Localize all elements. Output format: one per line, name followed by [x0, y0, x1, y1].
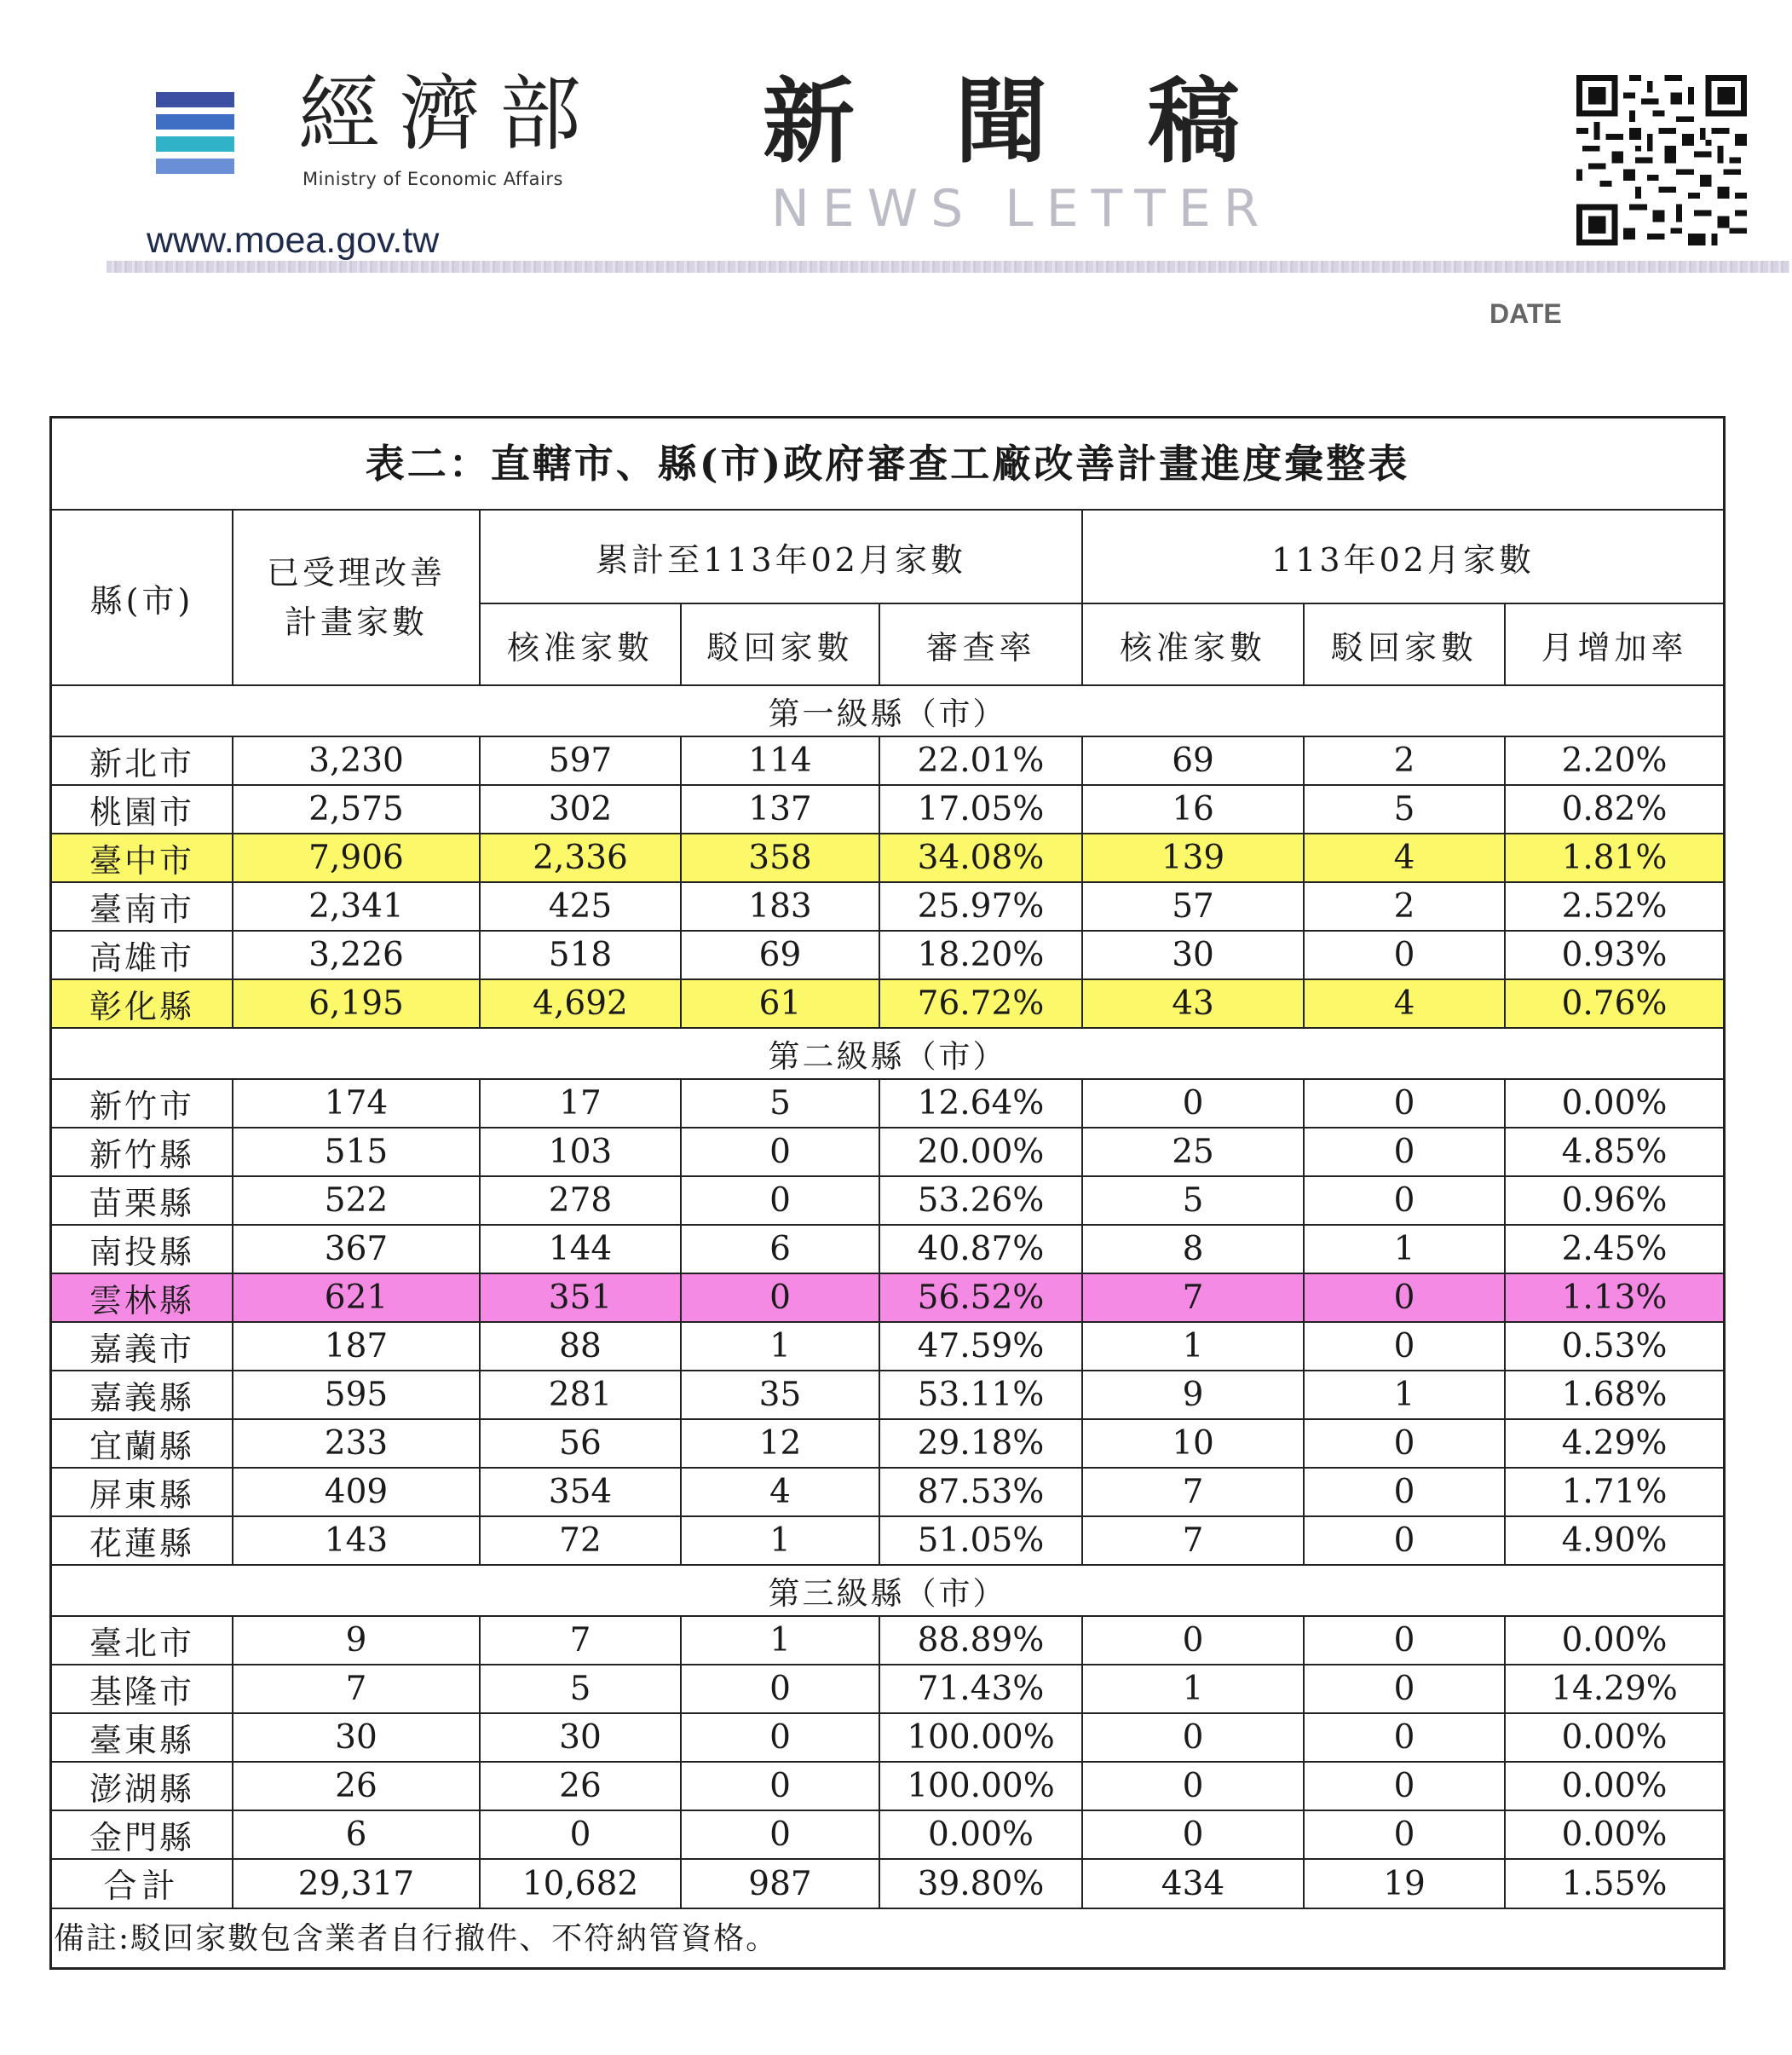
county-cell: 宜蘭縣	[52, 1419, 233, 1468]
rejected-cell: 0	[681, 1273, 879, 1322]
rejected-cell: 114	[681, 736, 879, 785]
total-monthly-increase-cell: 1.55%	[1505, 1859, 1723, 1908]
review-rate-cell: 56.52%	[879, 1273, 1082, 1322]
moea-logo-icon	[156, 92, 234, 174]
approved-cell: 144	[480, 1225, 681, 1273]
monthly-increase-cell: 14.29%	[1505, 1665, 1723, 1713]
rejected-cell: 1	[681, 1616, 879, 1665]
rejected-cell: 183	[681, 882, 879, 931]
approved-month-cell: 0	[1082, 1079, 1304, 1128]
table-row	[52, 1616, 1723, 1665]
website-link[interactable]: www.moea.gov.tw	[147, 220, 440, 261]
received-cell: 2,341	[233, 882, 480, 931]
level-header-row	[52, 685, 1723, 736]
review-rate-cell: 88.89%	[879, 1616, 1082, 1665]
total-received-cell: 29,317	[233, 1859, 480, 1908]
level-label: 第三級縣（市）	[52, 1565, 1723, 1616]
level-header-row	[52, 1028, 1723, 1079]
rejected-cell: 0	[681, 1128, 879, 1176]
table-title: 表二：直轄市、縣(市)政府審查工廠改善計畫進度彙整表	[52, 419, 1723, 511]
county-cell: 基隆市	[52, 1665, 233, 1713]
approved-month-cell: 9	[1082, 1371, 1304, 1419]
table-row	[52, 1273, 1723, 1322]
approved-month-cell: 1	[1082, 1665, 1304, 1713]
col-header-rejected: 駁回家數	[681, 603, 879, 685]
county-cell: 南投縣	[52, 1225, 233, 1273]
rejected-month-cell: 0	[1304, 1079, 1505, 1128]
rejected-cell: 0	[681, 1713, 879, 1762]
received-cell: 621	[233, 1273, 480, 1322]
col-header-monthly-increase: 月增加率	[1505, 603, 1723, 685]
county-cell: 桃園市	[52, 785, 233, 834]
rejected-cell: 1	[681, 1516, 879, 1565]
received-cell: 6,195	[233, 979, 480, 1028]
approved-cell: 72	[480, 1516, 681, 1565]
approved-cell: 17	[480, 1079, 681, 1128]
county-cell: 雲林縣	[52, 1273, 233, 1322]
approved-month-cell: 1	[1082, 1322, 1304, 1371]
progress-summary-table	[49, 416, 1726, 1970]
review-rate-cell: 71.43%	[879, 1665, 1082, 1713]
approved-month-cell: 7	[1082, 1516, 1304, 1565]
approved-month-cell: 69	[1082, 736, 1304, 785]
received-cell: 409	[233, 1468, 480, 1516]
review-rate-cell: 18.20%	[879, 931, 1082, 979]
col-header-approved-month: 核准家數	[1082, 603, 1304, 685]
rejected-cell: 1	[681, 1322, 879, 1371]
county-cell: 臺南市	[52, 882, 233, 931]
table-row	[52, 1665, 1723, 1713]
total-row	[52, 1859, 1723, 1908]
review-rate-cell: 17.05%	[879, 785, 1082, 834]
approved-month-cell: 7	[1082, 1468, 1304, 1516]
rejected-month-cell: 0	[1304, 1665, 1505, 1713]
review-rate-cell: 53.11%	[879, 1371, 1082, 1419]
rejected-month-cell: 0	[1304, 1273, 1505, 1322]
review-rate-cell: 22.01%	[879, 736, 1082, 785]
qr-code-icon	[1576, 75, 1747, 245]
review-rate-cell: 25.97%	[879, 882, 1082, 931]
review-rate-cell: 40.87%	[879, 1225, 1082, 1273]
rejected-month-cell: 0	[1304, 1468, 1505, 1516]
rejected-month-cell: 0	[1304, 1128, 1505, 1176]
approved-cell: 7	[480, 1616, 681, 1665]
review-rate-cell: 12.64%	[879, 1079, 1082, 1128]
monthly-increase-cell: 0.00%	[1505, 1810, 1723, 1859]
approved-month-cell: 30	[1082, 931, 1304, 979]
rejected-month-cell: 0	[1304, 1810, 1505, 1859]
rejected-cell: 358	[681, 834, 879, 882]
rejected-cell: 61	[681, 979, 879, 1028]
county-cell: 臺中市	[52, 834, 233, 882]
approved-cell: 56	[480, 1419, 681, 1468]
rejected-cell: 35	[681, 1371, 879, 1419]
rejected-month-cell: 0	[1304, 1176, 1505, 1225]
rejected-month-cell: 4	[1304, 979, 1505, 1028]
table-row	[52, 931, 1723, 979]
county-cell: 臺北市	[52, 1616, 233, 1665]
review-rate-cell: 87.53%	[879, 1468, 1082, 1516]
monthly-increase-cell: 2.20%	[1505, 736, 1723, 785]
rejected-month-cell: 0	[1304, 931, 1505, 979]
approved-cell: 597	[480, 736, 681, 785]
date-label: DATE	[1489, 298, 1562, 329]
approved-month-cell: 0	[1082, 1713, 1304, 1762]
monthly-increase-cell: 4.29%	[1505, 1419, 1723, 1468]
table-note: 備註:駁回家數包含業者自行撤件、不符納管資格。	[54, 1921, 779, 1956]
monthly-increase-cell: 4.85%	[1505, 1128, 1723, 1176]
received-cell: 233	[233, 1419, 480, 1468]
rejected-month-cell: 0	[1304, 1419, 1505, 1468]
table-row	[52, 979, 1723, 1028]
rejected-cell: 12	[681, 1419, 879, 1468]
approved-cell: 425	[480, 882, 681, 931]
monthly-increase-cell: 1.81%	[1505, 834, 1723, 882]
approved-month-cell: 8	[1082, 1225, 1304, 1273]
county-cell: 高雄市	[52, 931, 233, 979]
total-review-rate-cell: 39.80%	[879, 1859, 1082, 1908]
monthly-increase-cell: 1.13%	[1505, 1273, 1723, 1322]
approved-month-cell: 7	[1082, 1273, 1304, 1322]
monthly-increase-cell: 2.45%	[1505, 1225, 1723, 1273]
rejected-cell: 0	[681, 1762, 879, 1810]
total-approved-month-cell: 434	[1082, 1859, 1304, 1908]
total-rejected-cell: 987	[681, 1859, 879, 1908]
approved-month-cell: 16	[1082, 785, 1304, 834]
approved-cell: 4,692	[480, 979, 681, 1028]
review-rate-cell: 20.00%	[879, 1128, 1082, 1176]
approved-cell: 103	[480, 1128, 681, 1176]
col-header-approved: 核准家數	[480, 603, 681, 685]
county-cell: 嘉義市	[52, 1322, 233, 1371]
county-cell: 澎湖縣	[52, 1762, 233, 1810]
approved-cell: 302	[480, 785, 681, 834]
approved-month-cell: 0	[1082, 1810, 1304, 1859]
review-rate-cell: 51.05%	[879, 1516, 1082, 1565]
level-label: 第二級縣（市）	[52, 1028, 1723, 1079]
monthly-increase-cell: 4.90%	[1505, 1516, 1723, 1565]
approved-month-cell: 0	[1082, 1616, 1304, 1665]
rejected-month-cell: 0	[1304, 1516, 1505, 1565]
rejected-month-cell: 5	[1304, 785, 1505, 834]
monthly-increase-cell: 0.00%	[1505, 1079, 1723, 1128]
table-row	[52, 834, 1723, 882]
received-cell: 143	[233, 1516, 480, 1565]
county-cell: 新北市	[52, 736, 233, 785]
monthly-increase-cell: 1.71%	[1505, 1468, 1723, 1516]
rejected-month-cell: 1	[1304, 1225, 1505, 1273]
received-cell: 6	[233, 1810, 480, 1859]
total-rejected-month-cell: 19	[1304, 1859, 1505, 1908]
county-cell: 金門縣	[52, 1810, 233, 1859]
received-cell: 367	[233, 1225, 480, 1273]
col-group-month: 113年02月家數	[1082, 511, 1723, 603]
approved-month-cell: 139	[1082, 834, 1304, 882]
table-row	[52, 1419, 1723, 1468]
received-cell: 30	[233, 1713, 480, 1762]
approved-month-cell: 0	[1082, 1762, 1304, 1810]
table-row	[52, 1225, 1723, 1273]
approved-cell: 5	[480, 1665, 681, 1713]
monthly-increase-cell: 0.96%	[1505, 1176, 1723, 1225]
review-rate-cell: 100.00%	[879, 1713, 1082, 1762]
approved-cell: 0	[480, 1810, 681, 1859]
rejected-month-cell: 4	[1304, 834, 1505, 882]
doc-type-subtitle: NEWS LETTER	[771, 179, 1272, 239]
received-cell: 9	[233, 1616, 480, 1665]
doc-type-title: 新聞稿	[763, 69, 1341, 176]
approved-month-cell: 43	[1082, 979, 1304, 1028]
total-approved-cell: 10,682	[480, 1859, 681, 1908]
monthly-increase-cell: 0.00%	[1505, 1713, 1723, 1762]
rejected-month-cell: 0	[1304, 1762, 1505, 1810]
rejected-cell: 5	[681, 1079, 879, 1128]
monthly-increase-cell: 0.82%	[1505, 785, 1723, 834]
review-rate-cell: 0.00%	[879, 1810, 1082, 1859]
received-cell: 515	[233, 1128, 480, 1176]
received-cell: 174	[233, 1079, 480, 1128]
rejected-cell: 4	[681, 1468, 879, 1516]
monthly-increase-cell: 0.00%	[1505, 1616, 1723, 1665]
table-row	[52, 1079, 1723, 1128]
county-cell: 嘉義縣	[52, 1371, 233, 1419]
approved-cell: 26	[480, 1762, 681, 1810]
approved-cell: 281	[480, 1371, 681, 1419]
header-divider	[107, 261, 1789, 273]
rejected-cell: 137	[681, 785, 879, 834]
received-cell: 187	[233, 1322, 480, 1371]
review-rate-cell: 76.72%	[879, 979, 1082, 1028]
county-cell: 屏東縣	[52, 1468, 233, 1516]
review-rate-cell: 47.59%	[879, 1322, 1082, 1371]
rejected-month-cell: 2	[1304, 736, 1505, 785]
rejected-cell: 6	[681, 1225, 879, 1273]
received-cell: 26	[233, 1762, 480, 1810]
col-header-received: 已受理改善計畫家數	[233, 511, 480, 685]
monthly-increase-cell: 1.68%	[1505, 1371, 1723, 1419]
rejected-cell: 0	[681, 1665, 879, 1713]
approved-month-cell: 25	[1082, 1128, 1304, 1176]
table-row	[52, 1762, 1723, 1810]
col-header-county: 縣(市)	[52, 511, 233, 685]
review-rate-cell: 53.26%	[879, 1176, 1082, 1225]
county-cell: 彰化縣	[52, 979, 233, 1028]
approved-cell: 518	[480, 931, 681, 979]
monthly-increase-cell: 0.00%	[1505, 1762, 1723, 1810]
rejected-month-cell: 0	[1304, 1713, 1505, 1762]
approved-cell: 351	[480, 1273, 681, 1322]
county-cell: 花蓮縣	[52, 1516, 233, 1565]
review-rate-cell: 29.18%	[879, 1419, 1082, 1468]
monthly-increase-cell: 2.52%	[1505, 882, 1723, 931]
table-row	[52, 1371, 1723, 1419]
table-row	[52, 1468, 1723, 1516]
rejected-cell: 0	[681, 1810, 879, 1859]
received-cell: 7	[233, 1665, 480, 1713]
rejected-month-cell: 2	[1304, 882, 1505, 931]
col-header-review-rate: 審查率	[879, 603, 1082, 685]
org-name-en: Ministry of Economic Affairs	[303, 169, 563, 189]
approved-cell: 278	[480, 1176, 681, 1225]
table-row	[52, 785, 1723, 834]
received-cell: 3,226	[233, 931, 480, 979]
rejected-cell: 0	[681, 1176, 879, 1225]
approved-cell: 354	[480, 1468, 681, 1516]
table-row	[52, 736, 1723, 785]
rejected-month-cell: 1	[1304, 1371, 1505, 1419]
approved-month-cell: 10	[1082, 1419, 1304, 1468]
data-grid	[52, 511, 1723, 1909]
org-name: 經濟部	[298, 66, 600, 162]
table-row	[52, 1516, 1723, 1565]
approved-cell: 30	[480, 1713, 681, 1762]
rejected-cell: 69	[681, 931, 879, 979]
monthly-increase-cell: 0.93%	[1505, 931, 1723, 979]
approved-month-cell: 5	[1082, 1176, 1304, 1225]
received-cell: 522	[233, 1176, 480, 1225]
monthly-increase-cell: 0.76%	[1505, 979, 1723, 1028]
table-row	[52, 1128, 1723, 1176]
col-group-cumulative: 累計至113年02月家數	[480, 511, 1082, 603]
county-cell: 苗栗縣	[52, 1176, 233, 1225]
rejected-month-cell: 0	[1304, 1616, 1505, 1665]
rejected-month-cell: 0	[1304, 1322, 1505, 1371]
table-row	[52, 1176, 1723, 1225]
table-row	[52, 1322, 1723, 1371]
table-row	[52, 882, 1723, 931]
approved-cell: 2,336	[480, 834, 681, 882]
col-header-rejected-month: 駁回家數	[1304, 603, 1505, 685]
level-label: 第一級縣（市）	[52, 685, 1723, 736]
county-cell: 新竹縣	[52, 1128, 233, 1176]
received-cell: 2,575	[233, 785, 480, 834]
table-row	[52, 1713, 1723, 1762]
approved-cell: 88	[480, 1322, 681, 1371]
level-header-row	[52, 1565, 1723, 1616]
received-cell: 7,906	[233, 834, 480, 882]
county-cell: 新竹市	[52, 1079, 233, 1128]
county-cell: 臺東縣	[52, 1713, 233, 1762]
received-cell: 3,230	[233, 736, 480, 785]
table-row	[52, 1810, 1723, 1859]
review-rate-cell: 34.08%	[879, 834, 1082, 882]
total-county-cell: 合計	[52, 1859, 233, 1908]
review-rate-cell: 100.00%	[879, 1762, 1082, 1810]
monthly-increase-cell: 0.53%	[1505, 1322, 1723, 1371]
received-cell: 595	[233, 1371, 480, 1419]
approved-month-cell: 57	[1082, 882, 1304, 931]
